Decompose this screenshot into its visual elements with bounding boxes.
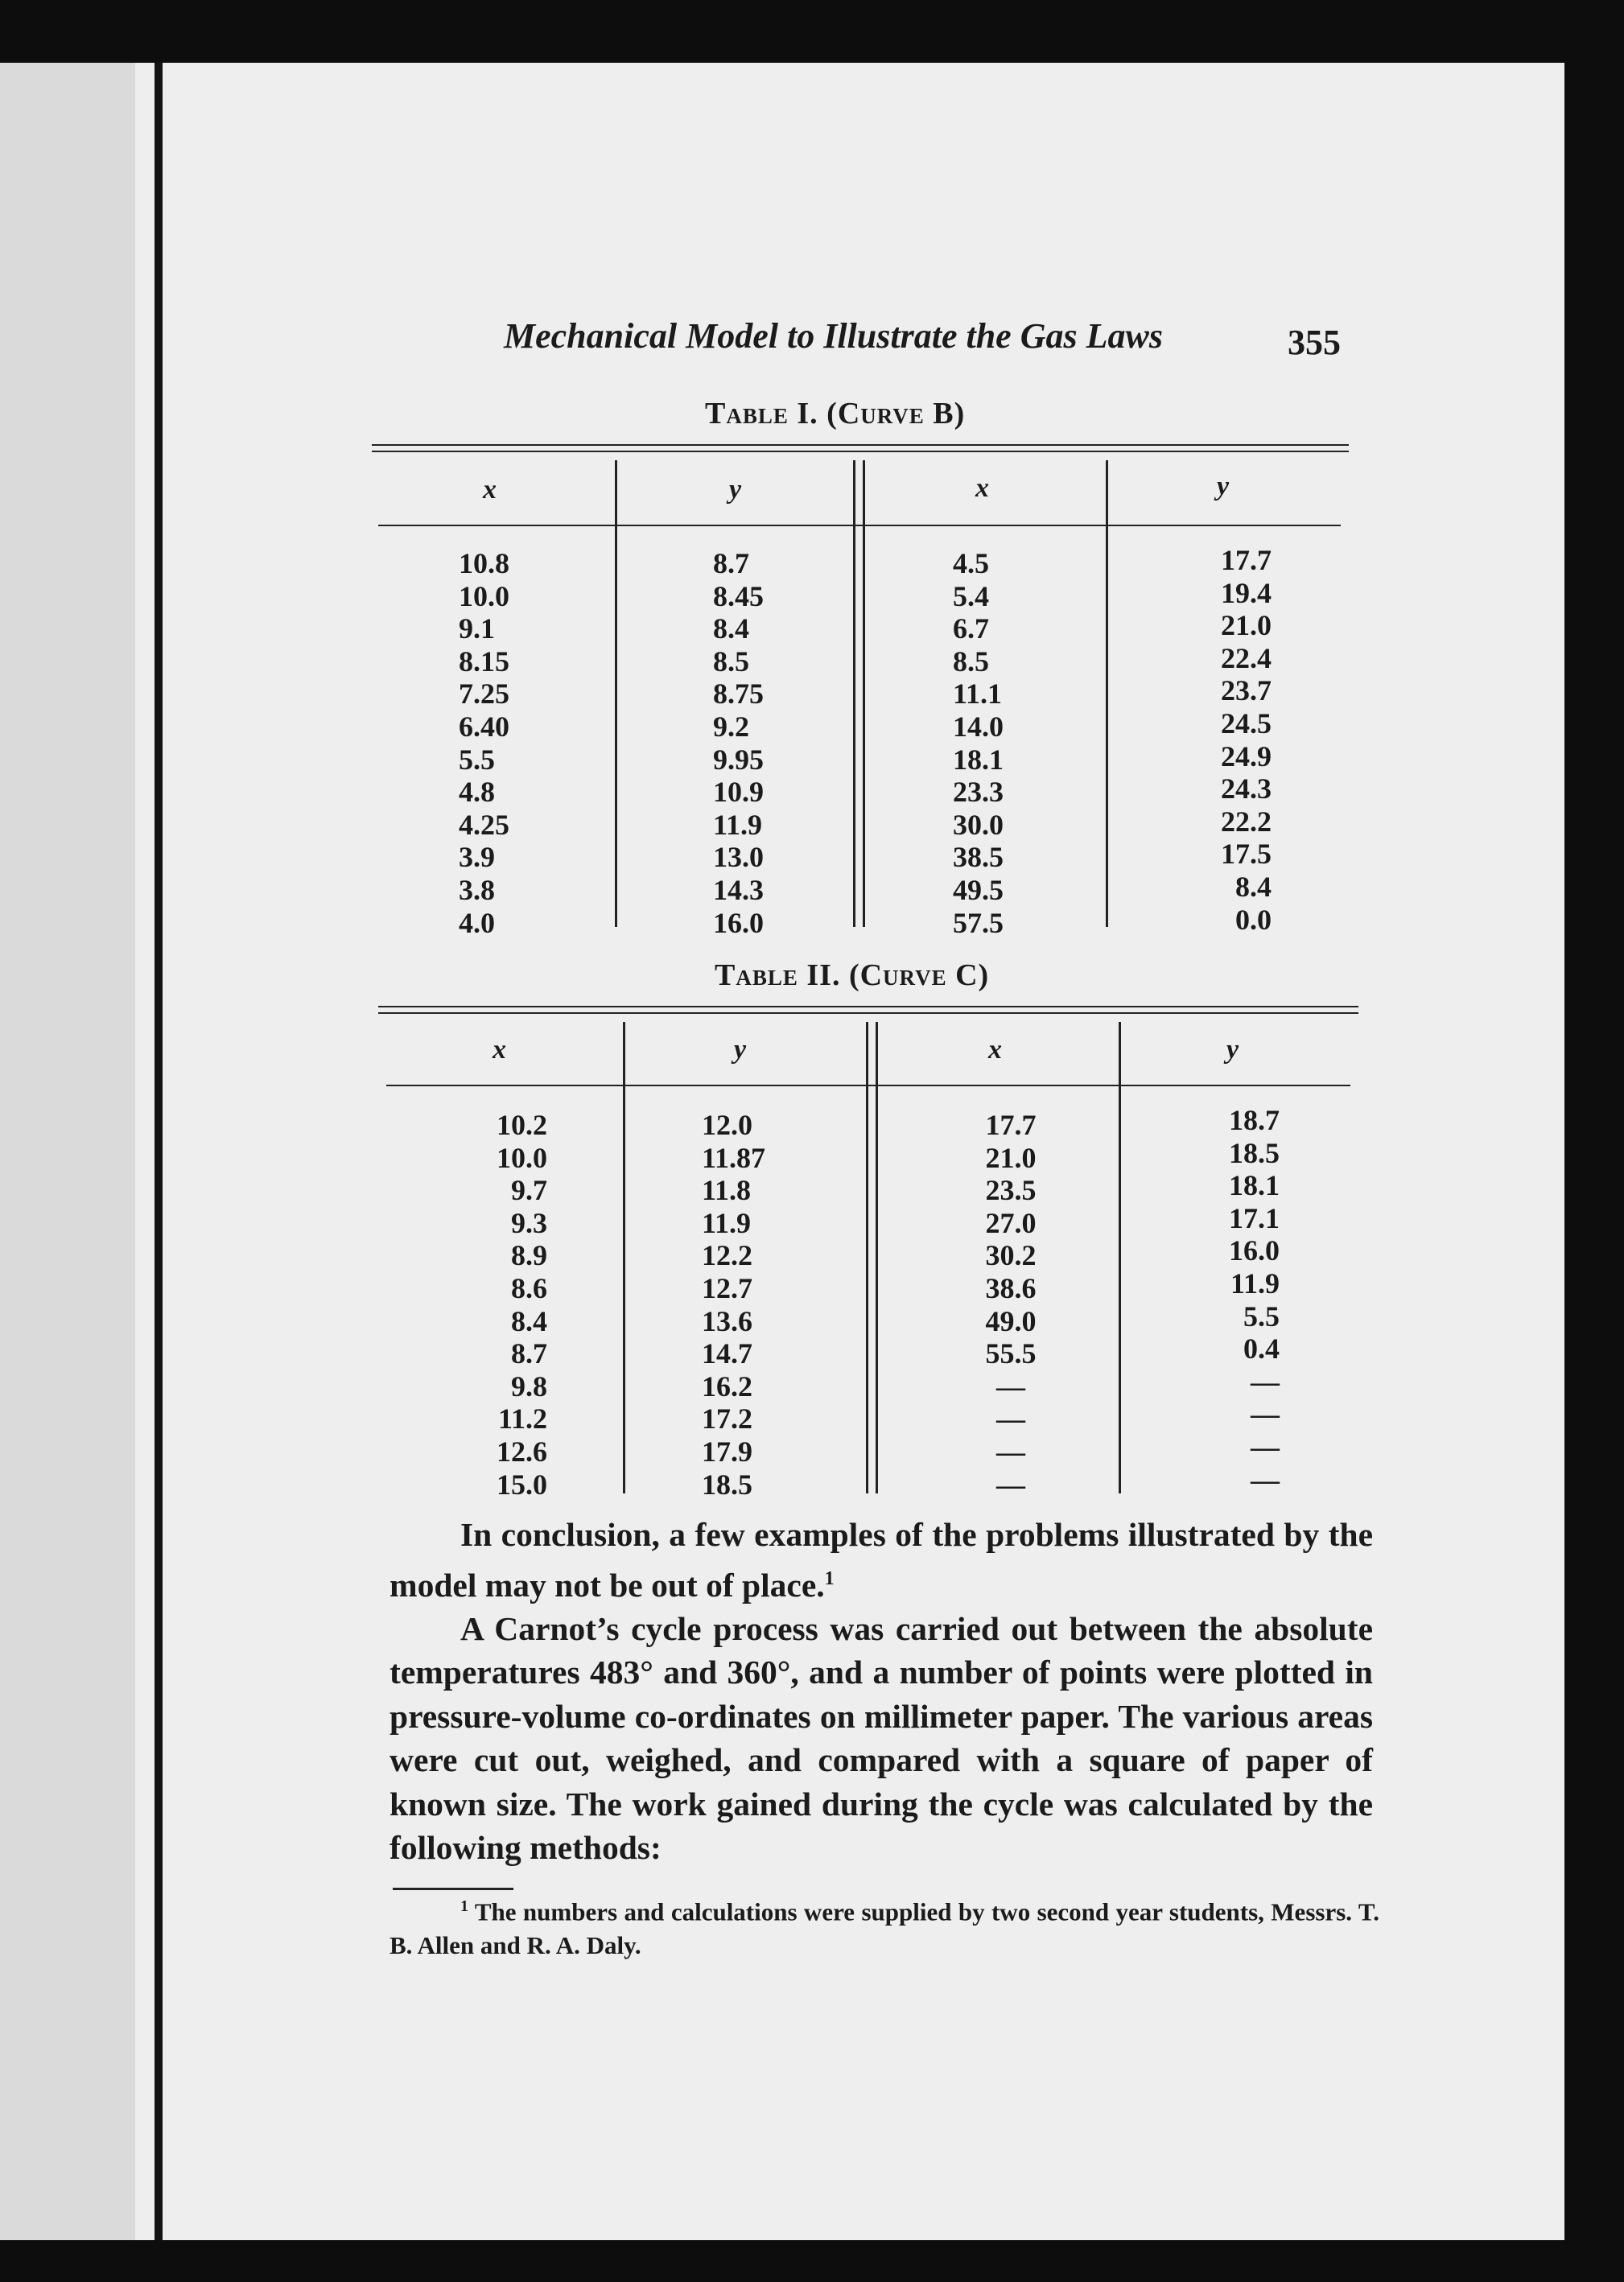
- table1-cell: 0.0: [1235, 903, 1272, 936]
- table1-cell: 22.4: [1221, 641, 1272, 674]
- table1-cell: 8.45: [713, 579, 764, 612]
- table1-column-y1: [713, 547, 764, 939]
- table2-cell: 18.7: [1229, 1104, 1280, 1136]
- table1-cell: 30.0: [953, 808, 1004, 841]
- table2-header-x1: x: [493, 1035, 506, 1065]
- table1-cell: 8.7: [713, 547, 749, 579]
- table1-cell: 4.25: [459, 808, 509, 841]
- table1-cell: 23.7: [1221, 674, 1272, 707]
- table2-cell: 12.6: [497, 1435, 547, 1468]
- table2-column-x1: [462, 1109, 547, 1501]
- previous-page-edge: [0, 63, 135, 2240]
- table1-cell: 14.0: [953, 710, 1004, 743]
- table1-header-y2: y: [1217, 472, 1230, 501]
- table1-cell: 11.9: [713, 808, 763, 841]
- table1-cell: 24.9: [1221, 739, 1272, 772]
- table1-cell: 22.2: [1221, 805, 1272, 838]
- running-title: Mechanical Model to Illustrate the Gas Laws: [504, 316, 1163, 356]
- table1-cell: 6.7: [953, 612, 989, 645]
- table1-top-rule: [372, 444, 1349, 446]
- table1-cell: 21.0: [1221, 609, 1272, 642]
- table2-cell: 21.0: [985, 1141, 1037, 1174]
- table2-top-rule-2: [378, 1012, 1358, 1014]
- table1-divider-2a: [853, 460, 855, 927]
- table2-cell: 10.0: [497, 1141, 547, 1174]
- table2-divider-2a: [866, 1022, 868, 1493]
- table2-column-y1: [702, 1109, 765, 1501]
- table1-cell: 38.5: [953, 841, 1004, 874]
- table2-cell: 0.4: [1243, 1333, 1280, 1365]
- table2-cell: 13.6: [702, 1304, 752, 1337]
- table1-column-x2: [953, 547, 1004, 939]
- table1-cell: 8.15: [459, 645, 509, 678]
- table2-cell: 16.0: [1229, 1234, 1280, 1267]
- table2-cell: 8.4: [511, 1304, 547, 1337]
- table2-cell: 18.5: [702, 1468, 752, 1501]
- table2-cell: 12.0: [702, 1109, 752, 1141]
- table1-cell: 19.4: [1221, 576, 1272, 609]
- table2-cell: —: [996, 1370, 1025, 1403]
- table2-cell: 17.7: [985, 1109, 1037, 1141]
- table1-cell: 9.2: [713, 710, 749, 743]
- table2-header-x2: x: [988, 1035, 1002, 1065]
- table1-cell: 24.3: [1221, 772, 1272, 805]
- table1-cell: 23.3: [953, 776, 1004, 809]
- table2-cell: 16.2: [702, 1370, 752, 1403]
- table2-cell: 8.7: [511, 1337, 547, 1370]
- table2-cell: 11.8: [702, 1174, 752, 1207]
- table2-cell: 15.0: [497, 1468, 547, 1501]
- table2-divider-3: [1119, 1022, 1121, 1493]
- table2-header-rule: [386, 1085, 1350, 1086]
- table1-cell: 14.3: [713, 873, 764, 906]
- table2-cell: 12.7: [702, 1271, 752, 1304]
- table1-cell: 8.5: [713, 645, 749, 678]
- table1-cell: 11.1: [953, 678, 1003, 711]
- table1-header-x1: x: [483, 475, 497, 505]
- table1-cell: 3.8: [459, 873, 495, 906]
- table1-divider-3: [1106, 460, 1108, 927]
- table1-column-x1: [459, 547, 509, 939]
- table2-cell: 30.2: [985, 1239, 1037, 1272]
- table2-cell: —: [1251, 1365, 1280, 1398]
- table2-cell: 8.9: [511, 1239, 547, 1272]
- table2-divider-2b: [876, 1022, 878, 1493]
- table2-cell: 9.3: [511, 1206, 547, 1239]
- table2-cell: 11.9: [702, 1206, 752, 1239]
- footnote-reference: 1: [824, 1567, 835, 1589]
- table2-cell: 12.2: [702, 1239, 752, 1272]
- table2-cell: 23.5: [985, 1174, 1037, 1207]
- table2-cell: —: [996, 1435, 1025, 1468]
- footnote-mark: 1: [460, 1897, 468, 1915]
- footnote-text: The numbers and calculations were supplied by two second year students, Messrs. T. B. Allen and R. A. Daly.: [390, 1897, 1379, 1960]
- table2-header-y2: y: [1226, 1035, 1239, 1065]
- table2-cell: 8.6: [511, 1271, 547, 1304]
- table2-cell: 17.2: [702, 1403, 752, 1436]
- paragraph: [390, 1513, 1373, 1607]
- table1-cell: 17.5: [1221, 838, 1272, 871]
- table1-cell: 49.5: [953, 873, 1004, 906]
- table1-divider-2b: [863, 460, 865, 927]
- table1-cell: 4.5: [953, 547, 989, 579]
- table1-cell: 3.9: [459, 841, 495, 874]
- table2-cell: —: [1251, 1463, 1280, 1496]
- table2-cell: 49.0: [985, 1304, 1037, 1337]
- table1-header-rule: [378, 525, 1341, 526]
- table1-cell: 4.8: [459, 776, 495, 809]
- table2-header-y1: y: [734, 1035, 747, 1065]
- table1-caption: Table I. (Curve B): [705, 397, 966, 430]
- table1-cell: 13.0: [713, 841, 764, 874]
- book-spine: [155, 63, 163, 2240]
- table1-cell: 10.8: [459, 547, 509, 579]
- table2-top-rule: [378, 1006, 1358, 1007]
- table2-column-x2: [971, 1109, 1051, 1501]
- table2-cell: 11.9: [1230, 1267, 1280, 1300]
- table2-cell: 11.2: [497, 1403, 547, 1436]
- footnote: [390, 1889, 1379, 1963]
- table1-cell: 8.4: [1235, 870, 1272, 903]
- table2-cell: 14.7: [702, 1337, 752, 1370]
- body-text: [390, 1513, 1373, 1870]
- table1-cell: 5.4: [953, 579, 989, 612]
- table1-cell: 17.7: [1221, 544, 1272, 576]
- paragraph-text: In conclusion, a few examples of the problems illustrated by the model may not be out of place.: [390, 1516, 1373, 1604]
- table1-cell: 57.5: [953, 906, 1004, 939]
- table1-cell: 16.0: [713, 906, 764, 939]
- table1-cell: 10.9: [713, 776, 764, 809]
- paragraph: A Carnot’s cycle process was carried out between the absolute temperatures 483° and 360°, and a number of points were plotted in pressure-volume co-ordinates on millimeter paper. The various areas were cut out, weighed, and compared with a square of paper of known size. The work gained during the cycle was calculated by the following methods:: [390, 1609, 1373, 1867]
- table2-caption: Table II. (Curve C): [715, 958, 990, 992]
- scan-border: [1564, 63, 1624, 2240]
- table2-cell: 17.9: [702, 1435, 752, 1468]
- table1-column-y2: [1167, 544, 1272, 936]
- table1-cell: 8.5: [953, 645, 989, 678]
- table2-cell: —: [1251, 1398, 1280, 1431]
- table1-cell: 9.95: [713, 743, 764, 776]
- table2-cell: 55.5: [985, 1337, 1037, 1370]
- table2-cell: —: [996, 1403, 1025, 1436]
- table2-cell: 17.1: [1229, 1201, 1280, 1234]
- page-number: 355: [1288, 323, 1341, 362]
- table2-cell: 10.2: [497, 1109, 547, 1141]
- table1-header-x2: x: [975, 473, 989, 503]
- table2-cell: —: [1251, 1430, 1280, 1463]
- table1-cell: 8.75: [713, 678, 764, 711]
- table2-cell: —: [996, 1468, 1025, 1501]
- table2-cell: 9.8: [511, 1370, 547, 1403]
- table1-cell: 4.0: [459, 906, 495, 939]
- table1-cell: 5.5: [459, 743, 495, 776]
- table1-cell: 8.4: [713, 612, 749, 645]
- table2-divider-1: [623, 1022, 625, 1493]
- table1-cell: 18.1: [953, 743, 1004, 776]
- table1-header-y1: y: [729, 475, 742, 505]
- table2-cell: 27.0: [985, 1206, 1037, 1239]
- table2-cell: 11.87: [702, 1141, 766, 1174]
- table1-cell: 6.40: [459, 710, 509, 743]
- table1-cell: 7.25: [459, 678, 509, 711]
- table1-top-rule-2: [372, 451, 1349, 452]
- table2-column-y2: [1183, 1104, 1280, 1496]
- table1-divider-1: [615, 460, 617, 927]
- table2-cell: 18.5: [1229, 1136, 1280, 1169]
- table1-cell: 9.1: [459, 612, 495, 645]
- table2-cell: 38.6: [985, 1271, 1037, 1304]
- table1-cell: 10.0: [459, 579, 509, 612]
- table2-cell: 9.7: [511, 1174, 547, 1207]
- table2-cell: 18.1: [1229, 1169, 1280, 1202]
- table2-cell: 5.5: [1243, 1300, 1280, 1333]
- table1-cell: 24.5: [1221, 706, 1272, 739]
